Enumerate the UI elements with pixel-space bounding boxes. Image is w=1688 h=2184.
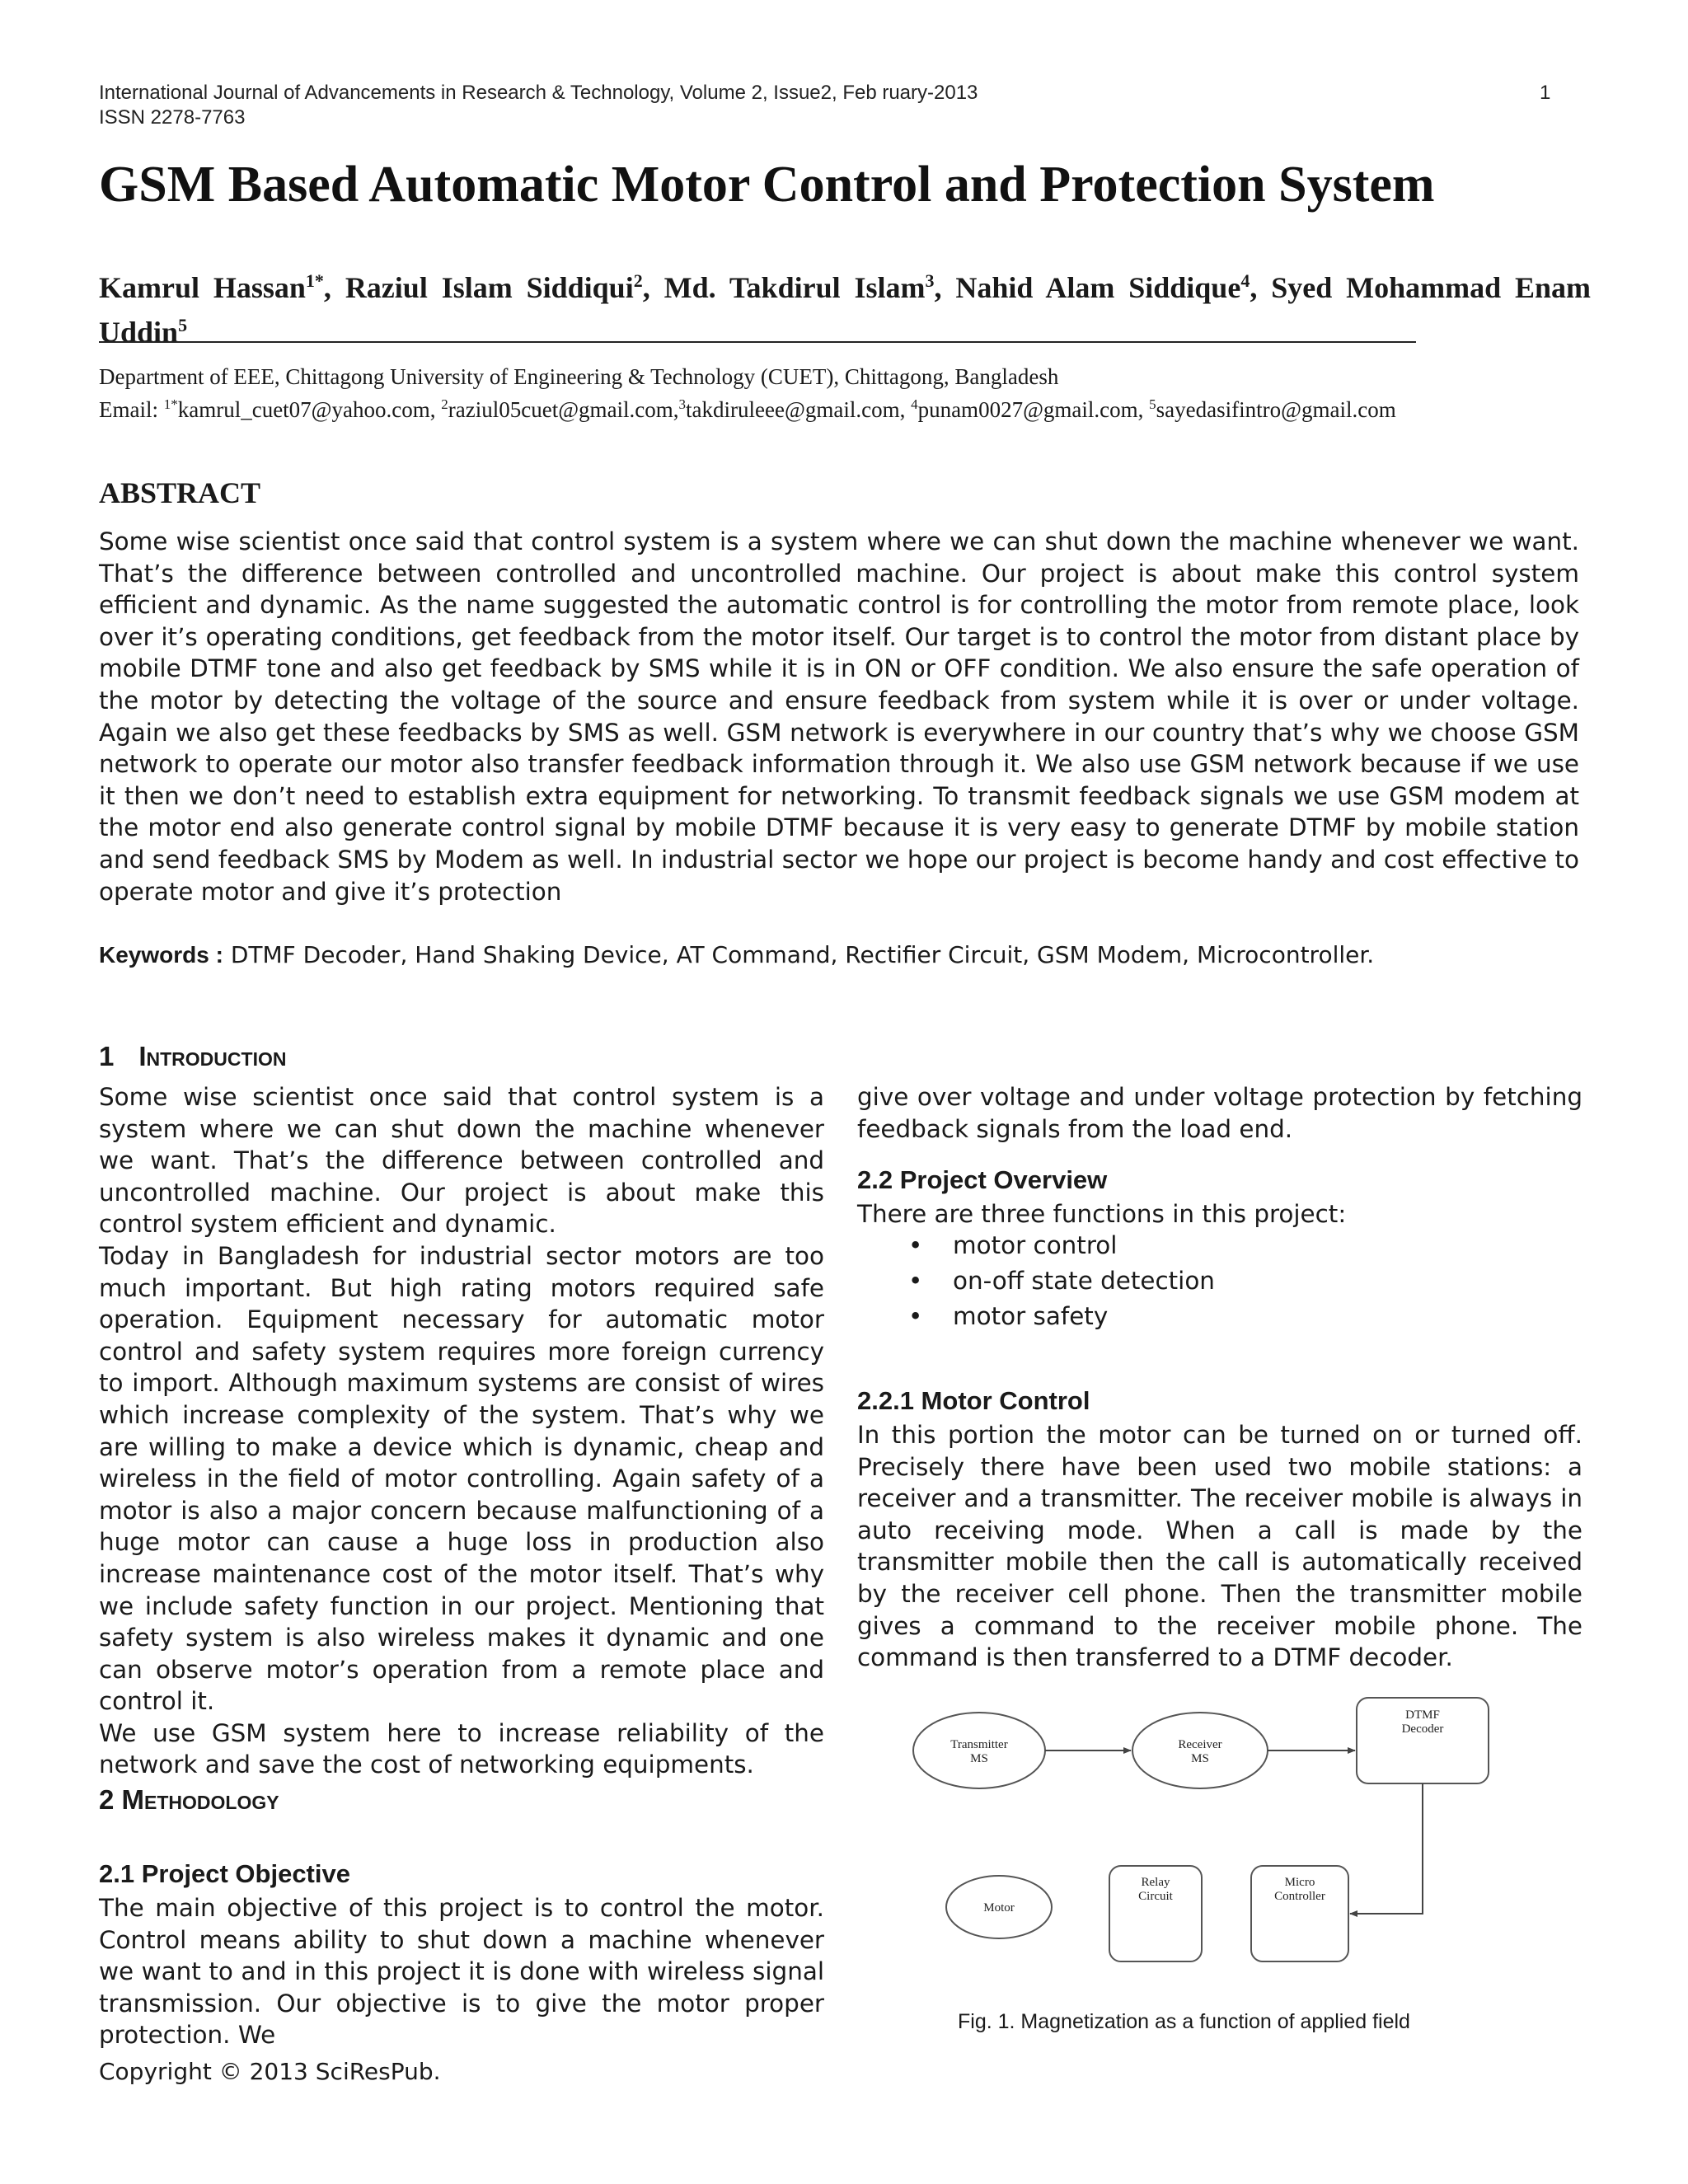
section-1-heading: 1 Introduction	[99, 1041, 287, 1071]
keywords-label: Keywords :	[99, 942, 223, 968]
svg-text:DTMF: DTMF	[1405, 1708, 1440, 1722]
issn: ISSN 2278-7763	[99, 106, 246, 129]
author: Syed Mohammad Enam Uddin$^5$	[99, 271, 1592, 349]
objective-body: The main objective of this project is to control the motor. Control means ability to shut down a machine whenever we want to and in this project it is done with wireless signal transmission. Our objective is to give the motor proper protection. We	[99, 1894, 824, 2050]
intro-body	[99, 1081, 824, 1781]
svg-text:Receiver: Receiver	[1178, 1738, 1222, 1751]
email-link[interactable]: kamrul_cuet07@yahoo.com	[177, 397, 430, 422]
author-list	[99, 262, 1591, 351]
author: Kamrul Hassan$^{1*}$,	[99, 270, 345, 304]
arrow-dtmf-micro	[1350, 1783, 1423, 1914]
author: Md. Takdirul Islam$^3$,	[663, 270, 956, 304]
author: Raziul Islam Siddiqui$^2$,	[345, 270, 664, 304]
author-rule	[99, 341, 1416, 343]
department: Department of EEE, Chittagong University of Engineering & Technology (CUET), Chittagong, Bangladesh	[99, 364, 1059, 389]
svg-text:Motor: Motor	[983, 1901, 1015, 1915]
paper-title: GSM Based Automatic Motor Control and Protection System	[99, 157, 1435, 213]
motor-control-heading: 2.2.1 Motor Control	[857, 1386, 1090, 1415]
svg-text:Micro: Micro	[1284, 1876, 1315, 1889]
svg-text:Decoder: Decoder	[1401, 1722, 1444, 1736]
objective-heading: 2.1 Project Objective	[99, 1859, 350, 1888]
keywords	[99, 940, 1374, 971]
intro-paragraph: We use GSM system here to increase reliability of the network and save the cost of networking equipments.	[99, 1718, 824, 1779]
motor-node	[946, 1876, 1052, 1938]
copyright: Copyright © 2013 SciResPub.	[99, 2058, 441, 2085]
email-link[interactable]: punam0027@gmail.com	[917, 397, 1138, 422]
function-list	[857, 1228, 1582, 1334]
receiver-ms-node	[1132, 1713, 1268, 1788]
svg-text:Relay: Relay	[1141, 1876, 1170, 1889]
abstract-body: Some wise scientist once said that control system is a system where we can shut down the machine whenever we want. That’s the difference between controlled and uncontrolled machine. Our project is about make this control system efficient and dynamic. As the name suggested the automatic control is for controlling the motor from remote place, look over it’s operating conditions, get feedback from the motor itself. Our target is to control the motor from distant place by mobile DTMF tone and also get feedback by SMS while it is in ON or OFF condition. We also ensure the safe operation of the motor by detecting the voltage of the source and ensure feedback from system while it is over or under voltage. Again we also get these feedbacks by SMS as well. GSM network is everywhere in our country that’s why we choose GSM network to operate our motor also transfer feedback information through it. We also use GSM network because if we use it then we don’t need to establish extra equipment for networking. To transmit feedback signals we use GSM modem at the motor end also generate control signal by mobile DTMF because it is very easy to generate DTMF by mobile station and send feedback SMS by Modem as well. In industrial sector we hope our project is become handy and cost effective to operate motor and give it’s protection	[99, 527, 1579, 906]
affiliation	[99, 363, 1632, 424]
abstract-heading: ABSTRACT	[99, 476, 261, 509]
email-link[interactable]: raziul05cuet@gmail.com	[448, 397, 673, 422]
keywords-text: DTMF Decoder, Hand Shaking Device, AT Command, Rectifier Circuit, GSM Modem, Microcontroller.	[223, 941, 1375, 968]
list-item: • motor safety	[857, 1299, 1582, 1334]
journal-line: International Journal of Advancements in Research & Technology, Volume 2, Issue2, Feb ruary-2013	[99, 82, 978, 104]
list-item: • motor control	[857, 1228, 1582, 1263]
motor-control-body: In this portion the motor can be turned on or turned off. Precisely there have been used two mobile stations: a receiver and a transmitter. The receiver mobile is always in auto receiving mode. When a call is made by the transmitter mobile then the call is automatically received by the receiver cell phone. Then the transmitter mobile gives a command to the receiver mobile phone. The command is then transferred to a DTMF decoder.	[857, 1421, 1582, 1672]
svg-text:Controller: Controller	[1274, 1890, 1325, 1903]
email-line: Email: $^{1*}$kamrul_cuet07@yahoo.com, $^2$raziul05cuet@gmail.com,$^3$takdiruleee@gmail.com, $^4$punam0027@gmail.com, $^5$sayedasifintro@gmail.com	[99, 396, 1396, 422]
svg-text:MS: MS	[1191, 1752, 1209, 1765]
list-item: • on-off state detection	[857, 1263, 1582, 1299]
overview-heading: 2.2 Project Overview	[857, 1165, 1108, 1194]
relay-circuit-node	[1109, 1866, 1202, 1961]
intro-paragraph: Today in Bangladesh for industrial sector motors are too much important. But high rating motors required safe operation. Equipment necessary for automatic motor control and safety system requires more foreign currency to import. Although maximum systems are consist of wires which increase complexity of the system. That’s why we are willing to make a device which is dynamic, cheap and wireless in the field of motor controlling. Again safety of a motor is also a major concern because malfunctioning of a huge motor can cause a huge loss in production also increase maintenance cost of the motor itself. That’s why we include safety function in our project. Mentioning that safety system is also wireless makes it dynamic and one can observe motor’s operation from a remote place and control it.	[99, 1241, 824, 1716]
svg-text:Circuit: Circuit	[1138, 1890, 1173, 1903]
micro-controller-node	[1251, 1866, 1348, 1961]
overview-intro: There are three functions in this project:	[857, 1200, 1347, 1228]
page-number: 1	[1540, 82, 1551, 104]
figure-caption: Fig. 1. Magnetization as a function of applied field	[958, 2010, 1410, 2033]
section-2-heading: 2 Methodology	[99, 1784, 279, 1815]
objective-continued: give over voltage and under voltage protection by fetching feedback signals from the load end.	[857, 1083, 1582, 1143]
intro-paragraph: Some wise scientist once said that control system is a system where we can shut down the machine whenever we want. That’s the difference between controlled and uncontrolled machine. Our project is about make this control system efficient and dynamic.	[99, 1083, 824, 1239]
block-diagram	[907, 1681, 1533, 1994]
svg-text:MS: MS	[970, 1752, 988, 1765]
author: Nahid Alam Siddique$^4$,	[955, 270, 1272, 304]
email-link[interactable]: takdiruleee@gmail.com	[686, 397, 900, 422]
email-link[interactable]: sayedasifintro@gmail.com	[1156, 397, 1396, 422]
svg-text:Transmitter: Transmitter	[950, 1738, 1008, 1751]
dtmf-decoder-node	[1357, 1698, 1489, 1783]
transmitter-ms-node	[913, 1713, 1045, 1788]
